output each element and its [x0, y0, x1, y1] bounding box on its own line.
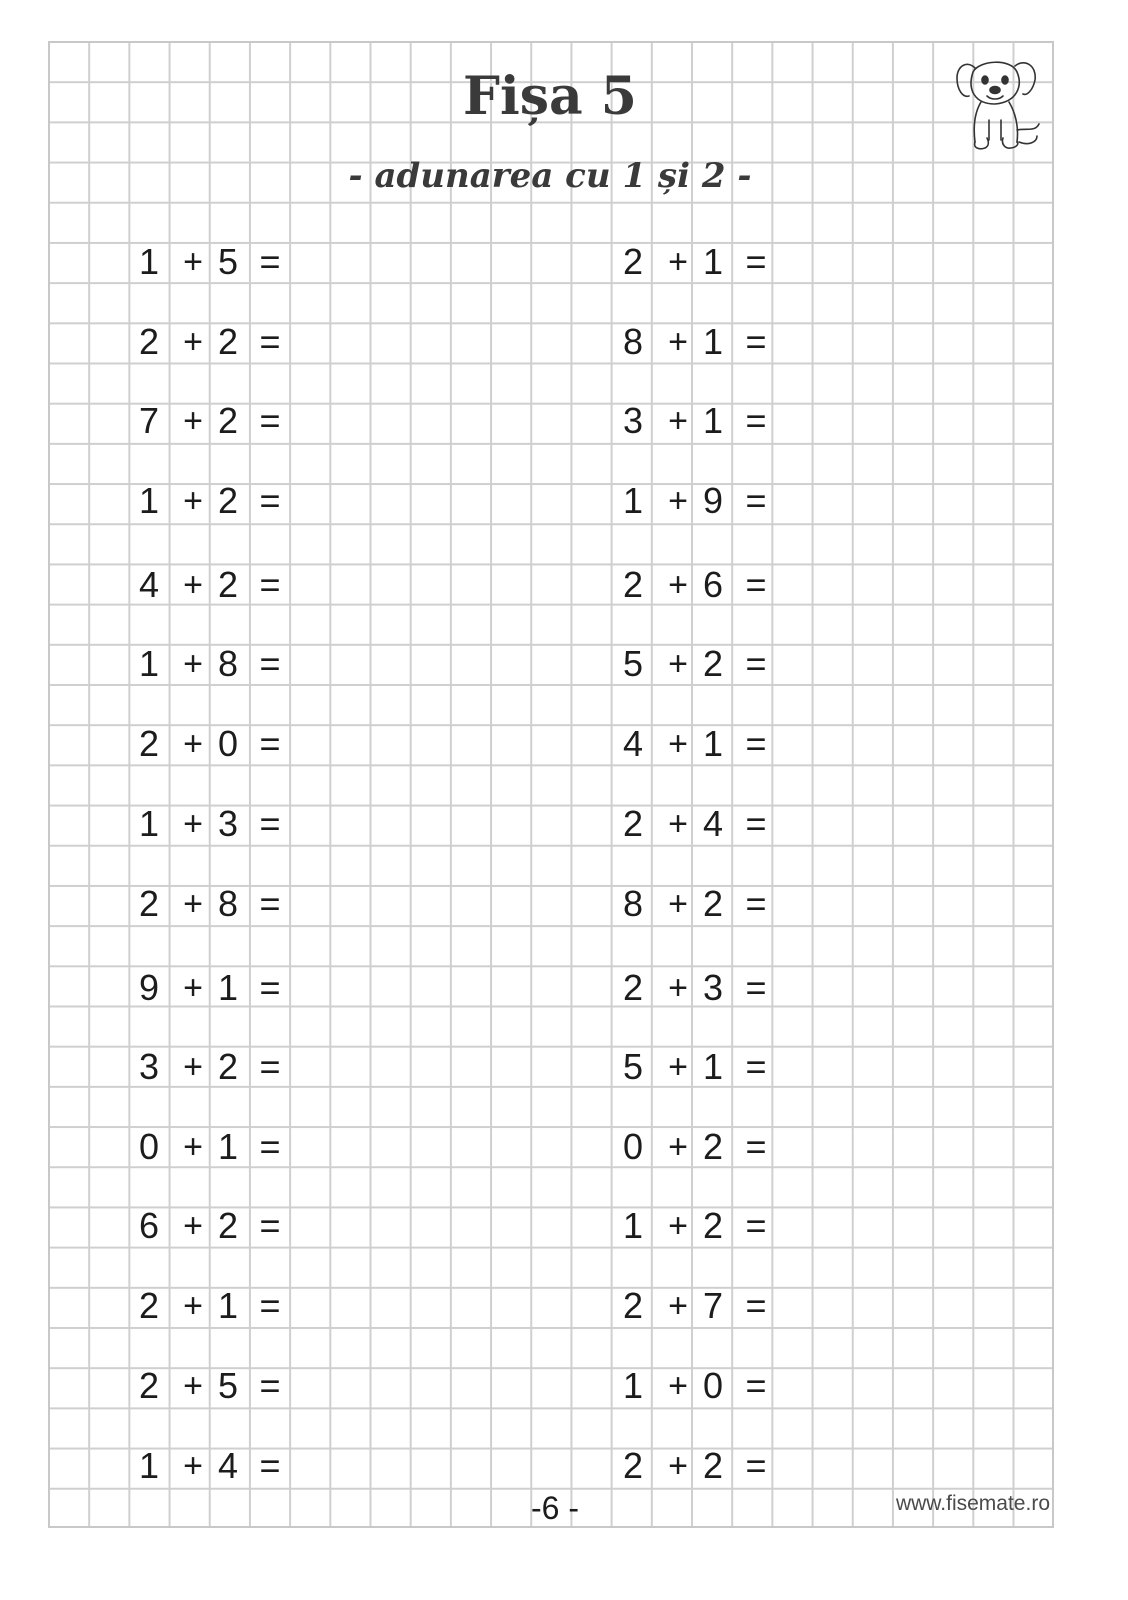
exercise-second-term: 2: [702, 1205, 724, 1246]
exercise-second-term: 3: [217, 803, 239, 844]
exercise-second-term: 5: [217, 1365, 239, 1406]
exercise-second-term: 1: [702, 1046, 724, 1087]
exercise-equals-sign: =: [259, 480, 281, 521]
exercise-plus-sign: +: [668, 402, 688, 440]
exercise-equals-sign: =: [259, 1126, 281, 1167]
exercise-first-term: 1: [138, 480, 160, 521]
exercise-equals-sign: =: [259, 1445, 281, 1486]
exercise-second-term: 2: [702, 883, 724, 924]
exercise-second-term: 2: [217, 1205, 239, 1246]
puppy-icon: [945, 50, 1045, 160]
page-number: -6 -: [531, 1490, 579, 1526]
exercise-second-term: 1: [702, 241, 724, 282]
exercise-equals-sign: =: [259, 1285, 281, 1326]
exercise-second-term: 1: [702, 400, 724, 441]
exercise-first-term: 2: [138, 1365, 160, 1406]
exercise-plus-sign: +: [183, 885, 203, 923]
exercise-second-term: 6: [702, 564, 724, 605]
exercise-second-term: 8: [217, 883, 239, 924]
exercise-plus-sign: +: [183, 645, 203, 683]
exercise-second-term: 2: [217, 321, 239, 362]
exercise-equals-sign: =: [259, 883, 281, 924]
exercise-equals-sign: =: [259, 723, 281, 764]
exercise-first-term: 2: [622, 241, 644, 282]
exercise-plus-sign: +: [183, 243, 203, 281]
exercise-first-term: 2: [622, 803, 644, 844]
exercise-plus-sign: +: [668, 243, 688, 281]
exercise-first-term: 2: [138, 723, 160, 764]
exercise-second-term: 7: [702, 1285, 724, 1326]
exercise-plus-sign: +: [668, 1207, 688, 1245]
exercise-equals-sign: =: [259, 400, 281, 441]
exercise-equals-sign: =: [259, 967, 281, 1008]
exercise-second-term: 2: [217, 480, 239, 521]
exercise-plus-sign: +: [183, 969, 203, 1007]
exercise-first-term: 2: [622, 1445, 644, 1486]
exercise-plus-sign: +: [183, 402, 203, 440]
exercise-equals-sign: =: [745, 883, 767, 924]
exercise-second-term: 8: [217, 643, 239, 684]
exercise-plus-sign: +: [183, 805, 203, 843]
exercise-first-term: 0: [622, 1126, 644, 1167]
exercise-equals-sign: =: [259, 643, 281, 684]
exercise-second-term: 1: [702, 723, 724, 764]
exercise-equals-sign: =: [745, 1046, 767, 1087]
exercise-plus-sign: +: [668, 323, 688, 361]
exercise-first-term: 2: [138, 1285, 160, 1326]
exercise-first-term: 2: [622, 1285, 644, 1326]
exercise-plus-sign: +: [668, 1287, 688, 1325]
exercise-plus-sign: +: [183, 1207, 203, 1245]
exercise-first-term: 1: [622, 480, 644, 521]
exercise-first-term: 2: [622, 967, 644, 1008]
exercise-plus-sign: +: [183, 566, 203, 604]
exercise-equals-sign: =: [745, 564, 767, 605]
exercise-second-term: 1: [217, 967, 239, 1008]
exercise-first-term: 1: [622, 1365, 644, 1406]
exercise-plus-sign: +: [668, 725, 688, 763]
exercise-first-term: 0: [138, 1126, 160, 1167]
exercise-plus-sign: +: [668, 1447, 688, 1485]
exercise-first-term: 7: [138, 400, 160, 441]
exercise-equals-sign: =: [745, 803, 767, 844]
exercise-plus-sign: +: [668, 1367, 688, 1405]
exercise-equals-sign: =: [259, 1205, 281, 1246]
exercise-equals-sign: =: [259, 1365, 281, 1406]
exercise-plus-sign: +: [668, 1048, 688, 1086]
exercise-equals-sign: =: [745, 400, 767, 441]
exercise-equals-sign: =: [259, 564, 281, 605]
exercise-equals-sign: =: [745, 1445, 767, 1486]
exercise-second-term: 4: [702, 803, 724, 844]
exercise-second-term: 2: [702, 643, 724, 684]
exercise-equals-sign: =: [745, 643, 767, 684]
exercise-plus-sign: +: [183, 482, 203, 520]
exercise-first-term: 5: [622, 1046, 644, 1087]
exercise-plus-sign: +: [183, 1287, 203, 1325]
exercise-equals-sign: =: [745, 241, 767, 282]
exercise-first-term: 3: [622, 400, 644, 441]
exercise-second-term: 1: [217, 1285, 239, 1326]
exercise-equals-sign: =: [745, 1285, 767, 1326]
exercise-equals-sign: =: [745, 967, 767, 1008]
exercise-second-term: 2: [702, 1445, 724, 1486]
exercise-first-term: 4: [138, 564, 160, 605]
exercise-plus-sign: +: [668, 969, 688, 1007]
exercise-first-term: 2: [622, 564, 644, 605]
exercise-plus-sign: +: [183, 1128, 203, 1166]
exercise-plus-sign: +: [183, 1447, 203, 1485]
exercise-first-term: 2: [138, 321, 160, 362]
exercise-second-term: 3: [702, 967, 724, 1008]
exercise-equals-sign: =: [259, 241, 281, 282]
exercise-plus-sign: +: [668, 1128, 688, 1166]
exercise-first-term: 5: [622, 643, 644, 684]
website-link[interactable]: www.fisemate.ro: [895, 1492, 1050, 1515]
exercise-first-term: 1: [138, 1445, 160, 1486]
exercise-first-term: 9: [138, 967, 160, 1008]
exercise-second-term: 2: [217, 1046, 239, 1087]
page-subtitle: - adunarea cu 1 și 2 -: [348, 156, 752, 196]
exercise-first-term: 6: [138, 1205, 160, 1246]
exercise-plus-sign: +: [183, 1367, 203, 1405]
exercise-equals-sign: =: [745, 321, 767, 362]
exercise-second-term: 5: [217, 241, 239, 282]
page-title: Fișa 5: [463, 66, 637, 127]
exercise-plus-sign: +: [668, 482, 688, 520]
exercise-first-term: 4: [622, 723, 644, 764]
exercise-plus-sign: +: [668, 645, 688, 683]
exercise-first-term: 1: [622, 1205, 644, 1246]
exercise-first-term: 8: [622, 321, 644, 362]
exercise-first-term: 1: [138, 241, 160, 282]
exercise-plus-sign: +: [183, 1048, 203, 1086]
exercise-equals-sign: =: [259, 1046, 281, 1087]
exercise-second-term: 9: [702, 480, 724, 521]
exercise-first-term: 2: [138, 883, 160, 924]
exercise-second-term: 4: [217, 1445, 239, 1486]
exercise-plus-sign: +: [668, 566, 688, 604]
exercise-plus-sign: +: [183, 323, 203, 361]
exercise-equals-sign: =: [745, 480, 767, 521]
exercise-plus-sign: +: [668, 885, 688, 923]
exercise-first-term: 1: [138, 643, 160, 684]
exercise-equals-sign: =: [745, 1205, 767, 1246]
exercise-second-term: 0: [702, 1365, 724, 1406]
exercise-second-term: 2: [702, 1126, 724, 1167]
exercise-plus-sign: +: [668, 805, 688, 843]
exercise-equals-sign: =: [745, 723, 767, 764]
exercise-second-term: 0: [217, 723, 239, 764]
exercise-equals-sign: =: [259, 803, 281, 844]
exercise-equals-sign: =: [745, 1365, 767, 1406]
exercise-second-term: 2: [217, 400, 239, 441]
exercise-second-term: 2: [217, 564, 239, 605]
exercise-second-term: 1: [702, 321, 724, 362]
exercise-first-term: 8: [622, 883, 644, 924]
exercise-equals-sign: =: [745, 1126, 767, 1167]
exercise-second-term: 1: [217, 1126, 239, 1167]
exercise-equals-sign: =: [259, 321, 281, 362]
exercise-first-term: 1: [138, 803, 160, 844]
exercise-plus-sign: +: [183, 725, 203, 763]
exercise-first-term: 3: [138, 1046, 160, 1087]
